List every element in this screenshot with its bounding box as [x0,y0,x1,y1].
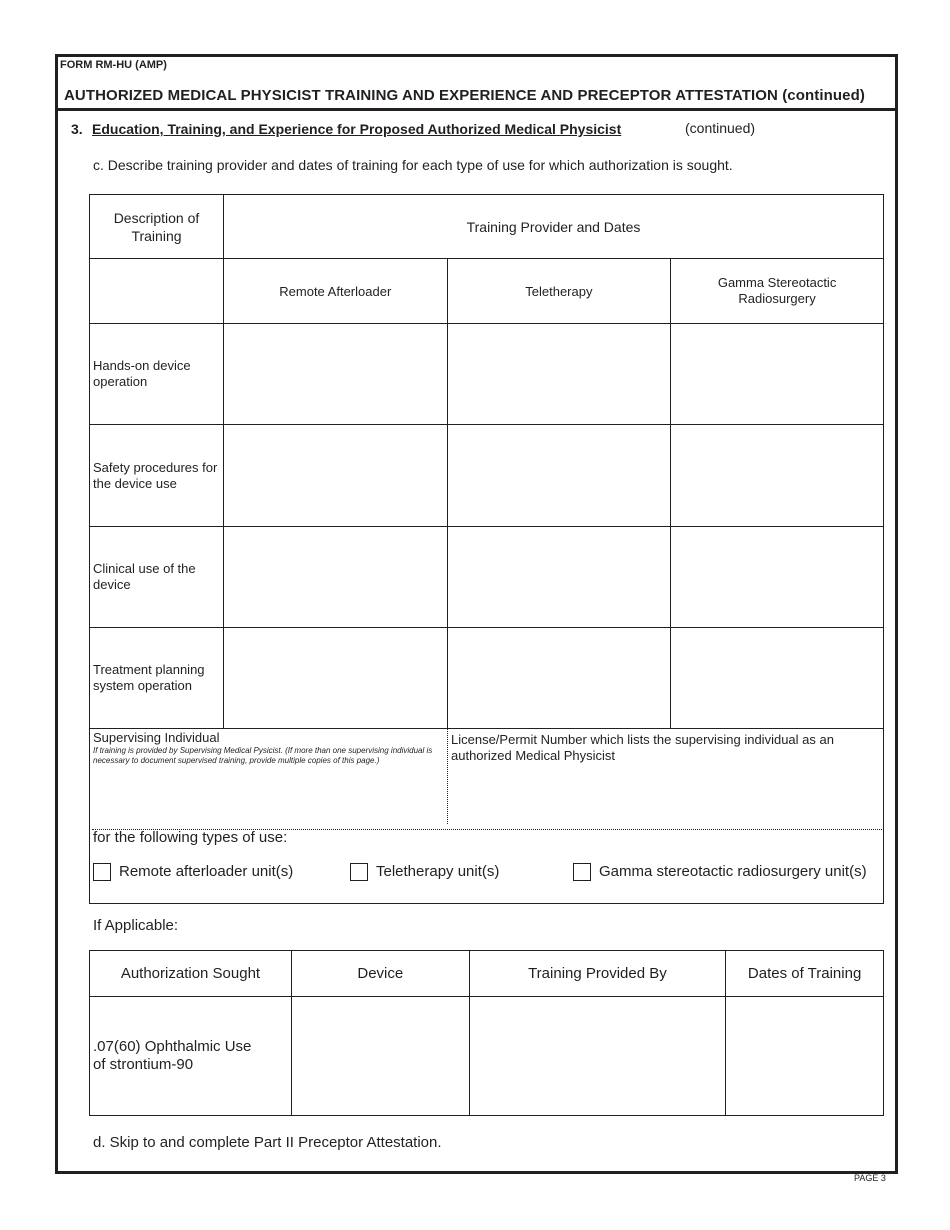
row-label-treatment: Treatment planning system operation [90,628,224,729]
gamma-stereotactic-checkbox[interactable] [573,863,591,881]
description-header: Description of Training [90,195,224,259]
form-title: AUTHORIZED MEDICAL PHYSICIST TRAINING AND EXPERIENCE AND PRECEPTOR ATTESTATION (continued) [64,87,865,104]
types-of-use-label: for the following types of use: [93,829,288,846]
training-cell[interactable] [223,324,447,425]
license-permit-label: License/Permit Number which lists the supervising individual as an authorized Medical Physicist [451,732,834,763]
training-cell[interactable] [447,527,671,628]
section-continued: (continued) [685,120,756,136]
row-label-hands-on: Hands-on device operation [90,324,224,425]
header-dates-of-training: Dates of Training [726,951,884,997]
teletherapy-checkbox-label: Teletherapy unit(s) [376,863,500,880]
authorization-table [89,950,884,1116]
section-title: Education, Training, and Experience for Proposed Authorized Medical Physicist [92,121,622,137]
training-cell[interactable] [447,324,671,425]
training-cell[interactable] [671,324,884,425]
column-teletherapy: Teletherapy [447,259,671,324]
remote-afterloader-checkbox[interactable] [93,863,111,881]
training-cell[interactable] [671,628,884,729]
training-provider-header: Training Provider and Dates [223,195,883,259]
header-device: Device [291,951,469,997]
page-number: PAGE 3 [854,1173,886,1183]
column-remote-afterloader: Remote Afterloader [223,259,447,324]
training-cell[interactable] [223,527,447,628]
blank-header-cell [90,259,224,324]
if-applicable-label: If Applicable: [93,917,179,934]
remote-afterloader-checkbox-label: Remote afterloader unit(s) [119,863,294,880]
training-cell[interactable] [223,628,447,729]
header-training-provided-by: Training Provided By [469,951,726,997]
supervising-note: If training is provided by Supervising Medical Pysicist. (If more than one supervising individual is necessary to document supervised training, provide multiple copies of this page.) [93,746,433,765]
item-c-instruction: c. Describe training provider and dates of training for each type of use for which authorization is sought. [93,157,733,173]
training-provided-by-input-cell[interactable] [469,997,726,1116]
header-authorization-sought: Authorization Sought [90,951,292,997]
training-cell[interactable] [447,425,671,527]
item-d-instruction: d. Skip to and complete Part II Preceptor Attestation. [93,1134,442,1151]
column-gamma-stereotactic: Gamma Stereotactic Radiosurgery [671,259,884,324]
training-cell[interactable] [671,425,884,527]
gamma-stereotactic-checkbox-label: Gamma stereotactic radiosurgery unit(s) [599,863,867,880]
training-cell[interactable] [671,527,884,628]
supervising-individual-label: Supervising Individual [93,730,220,745]
device-input-cell[interactable] [291,997,469,1116]
supervising-divider [447,729,448,824]
row-label-safety: Safety procedures for the device use [90,425,224,527]
dates-of-training-input-cell[interactable] [726,997,884,1116]
training-cell[interactable] [447,628,671,729]
form-id: FORM RM-HU (AMP) [60,59,167,71]
teletherapy-checkbox[interactable] [350,863,368,881]
row-label-clinical: Clinical use of the device [90,527,224,628]
section-number: 3. [71,121,83,137]
training-cell[interactable] [223,425,447,527]
training-table [89,194,884,729]
authorization-row-label: .07(60) Ophthalmic Use of strontium-90 [90,997,292,1116]
title-divider [55,108,895,111]
